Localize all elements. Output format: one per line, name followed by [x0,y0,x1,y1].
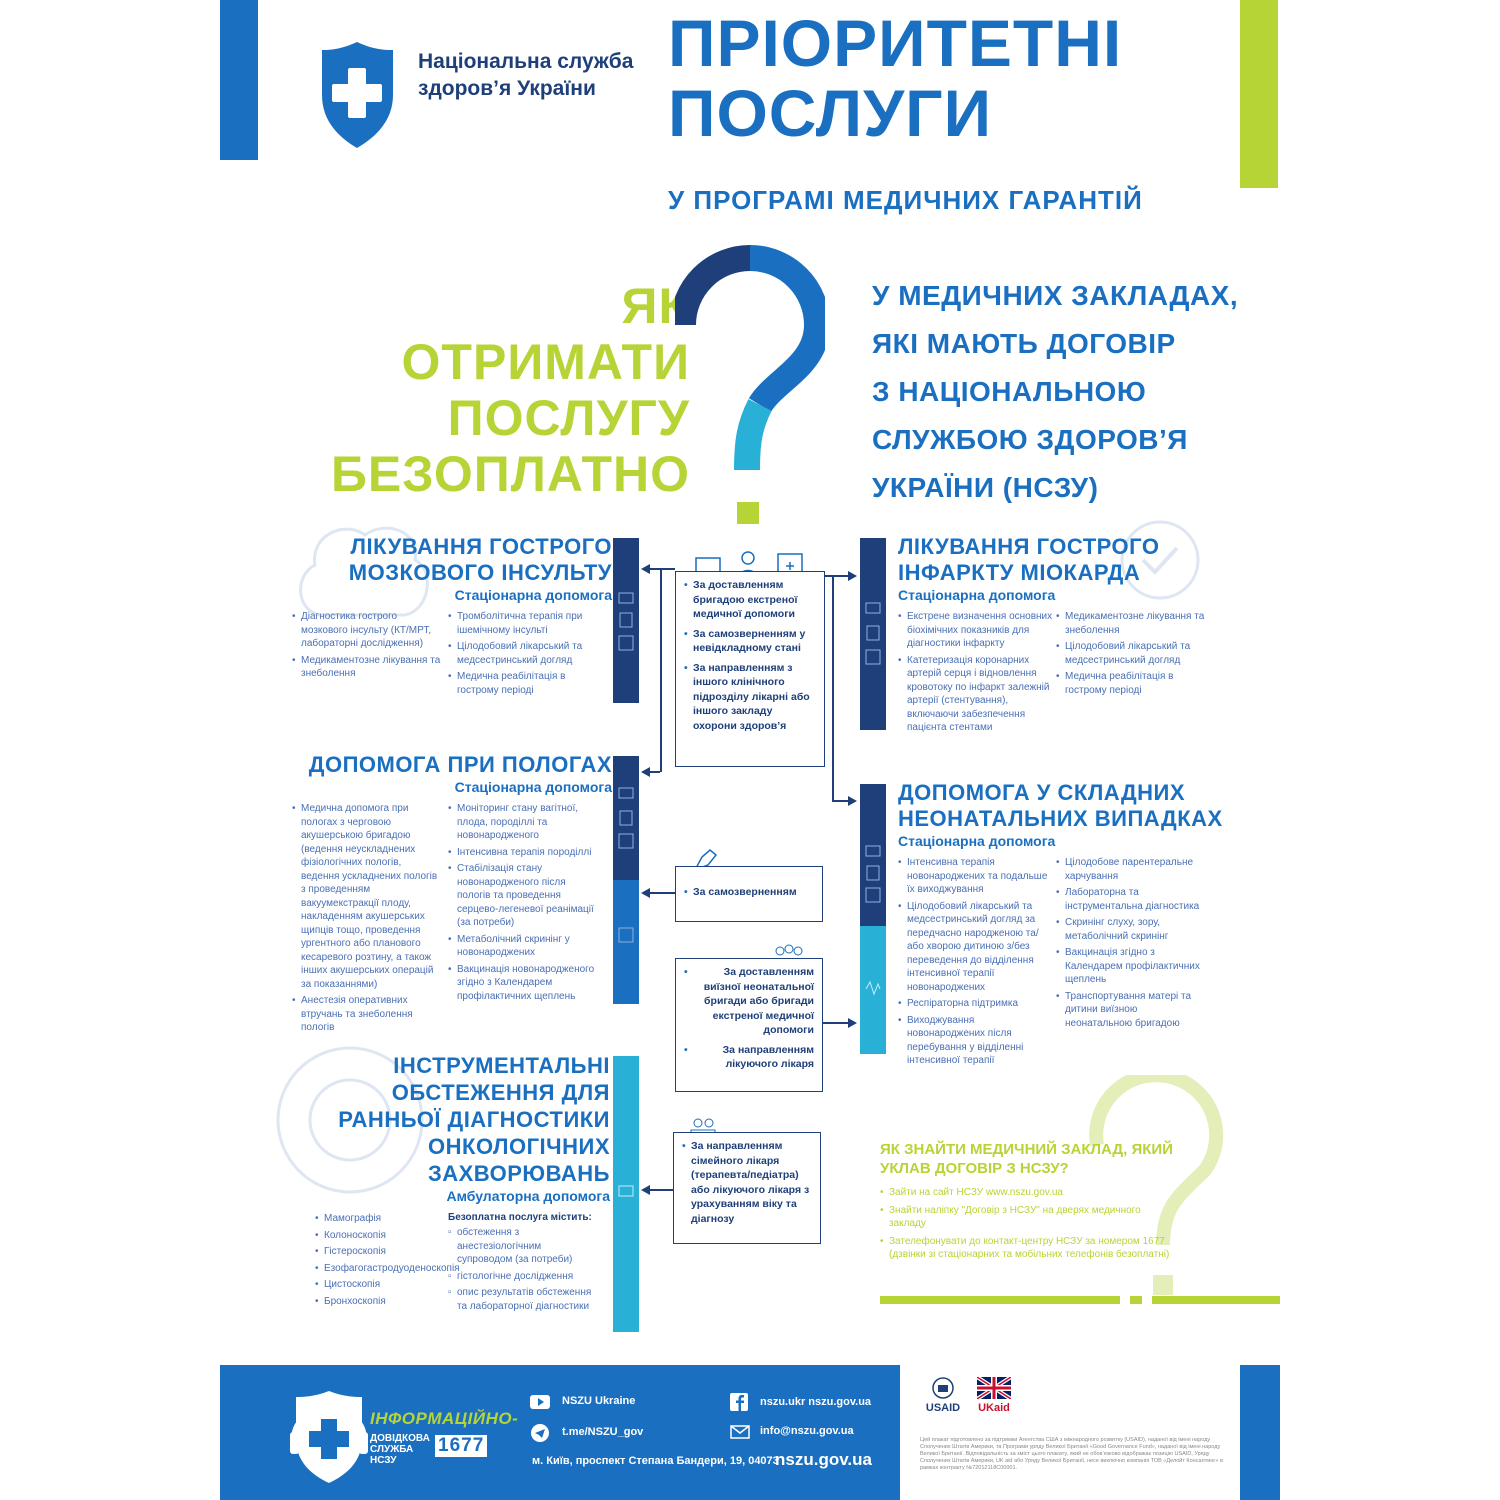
hotline-number[interactable]: 1677 [435,1435,487,1457]
stroke-title-line-2: МОЗКОВОГО ІНСУЛЬТУ [348,560,612,585]
list-item: • Екстрене визначення основних біохімічних показників для діагностики інфаркту [898,610,1053,651]
routes-birth-list [684,885,814,900]
how-line-3: ПОСЛУГУ [447,390,690,446]
usaid-text: USAID [925,1402,961,1414]
find-item: • Зайти на сайт НСЗУ www.nszu.gov.ua [880,1186,1180,1200]
facebook-icon [730,1393,748,1411]
arrow-left-icon [641,767,650,777]
connector [648,892,675,894]
neonatal-title-line-2: НЕОНАТАЛЬНИХ ВИПАДКАХ [898,806,1223,831]
birth-bar-icons [613,756,639,1004]
connector [660,568,662,772]
list-item: • Цистоскопія [315,1278,435,1292]
poster [220,0,1280,1500]
list-item: • Стабілізація стану новонародженого після пологів та проведення серцево-легеневої реанімації (за потреби) [448,862,598,930]
infarct-list-1 [898,610,1053,738]
list-item: • Цілодобове парентеральне харчування [1056,856,1206,883]
where-line-3: З НАЦІОНАЛЬНОЮ [872,376,1147,407]
onco-title [310,1052,610,1187]
neonatal-list-1 [898,856,1048,1071]
routes-onco-box [673,1132,821,1244]
birth-list-1 [292,802,442,1038]
footer-edge [1240,1365,1280,1500]
title-line-1: ПРІОРИТЕТНІ [668,6,1123,80]
list-item: • Діагностика гострого мозкового інсульту (КТ/МРТ, лабораторні дослідження) [292,610,442,651]
stroke-subtitle: Стаціонарна допомога [454,587,612,603]
find-item: • Зателефонувати до контакт-центру НСЗУ за номером 1677 (дзвінки зі стаціонарних та мобільних телефонів безоплатні) [880,1235,1180,1262]
route-item: • За направленням сімейного лікаря (терапевта/педіатра) або лікуючого лікаря з урахуванням віку та діагнозу [682,1139,812,1226]
infarct-title [898,534,1238,586]
list-item: • Респіраторна підтримка [898,997,1048,1011]
disclaimer: Цей плакат підготовлено за підтримки Агентства США з міжнародного розвитку (USAID), наданої від імені народу Сполучених Штатів Америки, та Програми уряду Великої Британії «Good Governance Fund», наданої від імені народу Великої Британії. Відповідальність за зміст цього плакату, який не обов’язково відображає позицію USAID, Уряду Сполучених Штатів Америки, UK aid або Уряду Великої Британії, несе виключно компанія ТОВ «Делойт Консалтинг» в рамках контракту №72012118C00001. [920,1437,1223,1471]
list-item: • Медична реабілітація в гострому періоді [448,670,598,697]
infarct-bar [860,538,886,730]
routes-main-box [675,571,825,767]
page-subtitle: У ПРОГРАМІ МЕДИЧНИХ ГАРАНТІЙ [668,185,1143,215]
routes-neonatal-box [675,958,823,1092]
how-line-4: БЕЗОПЛАТНО [330,446,690,502]
address: м. Київ, проспект Степана Бандери, 19, 04073 [532,1455,779,1467]
org-name: Національна служба здоров’я України [418,50,634,100]
email-link[interactable]: info@nszu.gov.ua [760,1425,854,1437]
list-item: • Цілодобовий лікарський та медсестринський догляд за передчасно народженою та/ або хворою дитиною з/без переведення до відділення інтенсивної терапії новонароджених [898,900,1048,995]
connector [832,800,849,802]
list-item: • Бронхоскопія [315,1295,435,1309]
list-item: • Медикаментозне лікування та знеболення [1056,610,1206,637]
infarct-bar-icons [860,538,886,730]
list-item: • Інтенсивна терапія породіллі [448,846,598,860]
route-item: • За доставленням бригадою екстреної медичної допомоги [684,578,816,622]
routes-birth-box [675,866,823,922]
list-item: • Мамографія [315,1212,435,1226]
neonatal-bar-icons [860,784,886,1054]
stroke-bar-icons [613,538,639,703]
connector [648,1189,673,1191]
onco-title-line-2: ОБСТЕЖЕННЯ ДЛЯ [391,1080,610,1105]
find-list [880,1186,1180,1266]
neonatal-subtitle: Стаціонарна допомога [898,833,1056,849]
onco-includes-title: Безоплатна послуга містить: [448,1212,592,1223]
neonatal-list-2 [1056,856,1206,1033]
page-title [668,8,1228,148]
list-item: • Гістероскопія [315,1245,435,1259]
list-item: • Вакцинація новонародженого згідно з Календарем профілактичних щеплень [448,963,598,1004]
uk-flag-icon [977,1377,1011,1399]
list-item: • Виходжування новонароджених після перебування у відділенні інтенсивної терапії [898,1014,1048,1068]
arrow-right-icon [848,796,857,806]
onco-subtitle: Амбулаторна допомога [446,1188,610,1204]
right-accent-bar [1240,0,1278,188]
list-item: • Моніторинг стану вагітної, плода, породіллі та новонародженого [448,802,598,843]
find-item: • Знайти наліпку "Договір з НСЗУ" на дверях медичного закладу [880,1204,1180,1231]
usaid-seal-icon [932,1377,954,1399]
onco-title-line-4: ОНКОЛОГІЧНИХ [428,1134,610,1159]
arrow-left-icon [641,1185,650,1195]
list-item: ▫ опис результатів обстеження та лабораторної діагностики [448,1286,598,1313]
onco-title-line-5: ЗАХВОРЮВАНЬ [427,1161,610,1186]
neonatal-bar [860,784,886,1054]
list-item: • Інтенсивна терапія новонароджених та подальше їх виходжування [898,856,1048,897]
list-item: • Колоноскопія [315,1229,435,1243]
find-title: ЯК ЗНАЙТИ МЕДИЧНИЙ ЗАКЛАД, ЯКИЙ УКЛАВ ДОГОВІР З НСЗУ? [880,1141,1173,1177]
how-line-2: ОТРИМАТИ [401,334,690,390]
list-item: • Цілодобовий лікарський та медсестринський догляд [448,640,598,667]
onco-title-line-3: РАННЬОЇ ДІАГНОСТИКИ [338,1107,610,1132]
youtube-link[interactable]: NSZU Ukraine [562,1395,636,1407]
stroke-list-1 [292,610,442,684]
list-item: ▫ обстеження з анестезіологічним супроводом (за потреби) [448,1226,598,1267]
list-item: • Лабораторна та інструментальна діагностика [1056,886,1206,913]
list-item: • Катетеризація коронарних артерій серця і відновлення кровотоку по інфаркт залежній артерії (стентування), включаючи забезпечення пацієнта стентами [898,654,1053,735]
arrow-right-icon [848,1018,857,1028]
arrow-right-icon [848,571,857,581]
list-item: ▫ гістологічне дослідження [448,1270,598,1284]
question-mark-icon [675,245,825,530]
route-item: • За самозверненням [684,885,814,900]
connector [660,568,675,570]
how-line-1: ЯК [621,278,690,334]
usaid-logo [918,1377,968,1414]
birth-bar [613,756,639,1004]
youtube-icon [530,1395,550,1409]
list-item: • Анестезія оперативних втручань та знеболення пологів [292,994,442,1035]
routes-onco-list [682,1139,812,1226]
list-item: • Транспортування матері та дитини виїзною неонатальною бригадою [1056,990,1206,1031]
facebook-link[interactable]: nszu.ukr nszu.gov.ua [760,1396,872,1408]
onco-title-line-1: ІНСТРУМЕНТАЛЬНІ [393,1053,610,1078]
where-text [872,272,1262,512]
infarct-subtitle: Стаціонарна допомога [898,587,1056,603]
onco-list-2 [448,1226,598,1316]
connector [832,575,849,577]
stroke-title-line-1: ЛІКУВАННЯ ГОСТРОГО [350,534,612,559]
list-item: • Медична реабілітація в гострому періоді [1056,670,1206,697]
route-item: • За направленням з іншого клінічного підрозділу лікарні або іншого закладу охорони здоров’я [684,661,816,734]
stroke-list-2 [448,610,598,700]
connector [823,1022,849,1024]
hotline-shield-icon [290,1387,368,1487]
infarct-title-line-1: ЛІКУВАННЯ ГОСТРОГО [898,534,1160,559]
route-item: • За направленням лікуючого лікаря [684,1043,814,1072]
routes-neonatal-list [684,965,814,1072]
connector [832,575,834,801]
where-line-4: СЛУЖБОЮ ЗДОРОВ’Я [872,424,1188,455]
telegram-icon [530,1423,550,1443]
list-item: • Медична допомога при пологах з черговою акушерською бригадою (ведення неускладнених фізіологічних пологів, ведення ускладнених пологів з проведенням вакуумекстракції плоду, накладенням акушерських щипців тощо, проведення ургентного або планового кесаревого розтину, а також інших акушерських операцій за показаннями) [292,802,442,991]
list-item: • Вакцинація згідно з Календарем профілактичних щеплень [1056,946,1206,987]
footer [220,1365,1280,1500]
neonatal-title-line-1: ДОПОМОГА У СКЛАДНИХ [898,780,1186,805]
list-item: • Медикаментозне лікування та знеболення [292,654,442,681]
where-line-5: УКРАЇНИ (НСЗУ) [872,472,1099,503]
ukaid-logo [974,1377,1014,1414]
where-line-2: ЯКІ МАЮТЬ ДОГОВІР [872,328,1176,359]
onco-bar [613,1056,639,1332]
website-link[interactable]: nszu.gov.ua [775,1450,872,1469]
arrow-left-icon [641,564,650,574]
list-item: • Тромболітична терапія при ішемічному інсульті [448,610,598,637]
how-heading [280,278,690,502]
birth-subtitle: Стаціонарна допомога [454,779,612,795]
onco-bar-icons [613,1056,639,1332]
birth-title: ДОПОМОГА ПРИ ПОЛОГАХ [308,752,612,777]
infarct-list-2 [1056,610,1206,700]
onco-list-1 [315,1212,460,1311]
infarct-title-line-2: ІНФАРКТУ МІОКАРДА [898,560,1141,585]
arrow-left-icon [641,888,650,898]
list-item: • Метаболічний скринінг у новонароджених [448,933,598,960]
list-item: • Скринінг слуху, зору, метаболічний скринінг [1056,916,1206,943]
where-line-1: У МЕДИЧНИХ ЗАКЛАДАХ, [872,280,1239,311]
divider-dashes [880,1296,1280,1304]
route-item: • За доставленням виїзної неонатальної бригади або бригади екстреної медичної допомоги [684,965,814,1038]
neonatal-title [898,780,1238,832]
hotline-subtitle: ДОВІДКОВА СЛУЖБА НСЗУ [370,1433,430,1466]
birth-list-2 [448,802,598,1006]
list-item: • Цілодобовий лікарський та медсестринський догляд [1056,640,1206,667]
hotline-title: ІНФОРМАЦІЙНО- [370,1409,519,1428]
route-item: • За самозверненням у невідкладному стані [684,627,816,656]
email-icon [730,1421,750,1441]
title-line-2: ПОСЛУГИ [668,76,993,150]
ukaid-text: UKaid [978,1402,1010,1414]
routes-main-list [684,578,816,733]
stroke-title [300,534,612,586]
nszu-shield-logo-icon [320,40,395,150]
left-accent-bar [220,0,258,160]
list-item: • Езофагогастродуоденоскопія [315,1262,435,1276]
stroke-bar [613,538,639,703]
telegram-link[interactable]: t.me/NSZU_gov [562,1426,644,1438]
